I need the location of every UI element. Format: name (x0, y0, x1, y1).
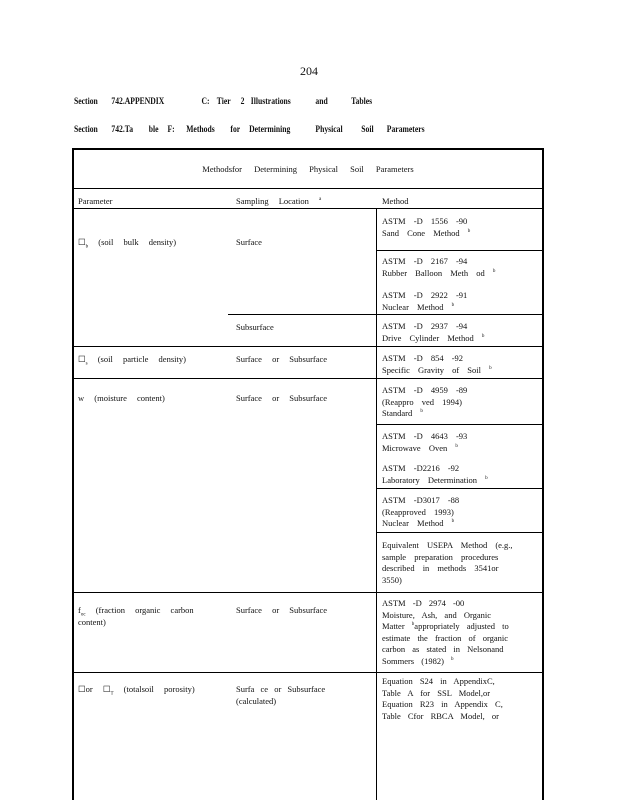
h2-word: ble (148, 124, 159, 134)
h1-word: Section (74, 96, 98, 106)
h2-word: 742.Ta (111, 124, 134, 134)
col-header-method: Method (382, 196, 409, 206)
row-divider (72, 592, 544, 593)
param-foc-line2: content) (78, 617, 106, 627)
row-divider (72, 188, 544, 189)
page-number: 204 (300, 64, 318, 78)
h1-word: 2 (240, 96, 245, 106)
h1-word: 742.APPENDIX (111, 96, 165, 106)
h2-word: Methods (186, 124, 215, 134)
section-heading-1 (74, 96, 380, 108)
table-title: Methodsfor Determining Physical Soil Parameters (202, 164, 414, 174)
row-divider (376, 488, 544, 489)
h2-word: for (230, 124, 241, 134)
row-divider (376, 532, 544, 533)
method-entry: ASTM -D 4643 -93 Microwave Oven $^b$ (382, 431, 468, 453)
section-heading-2 (74, 124, 431, 136)
location-surface-or-subsurface: Surfa ce or Subsurface (236, 684, 326, 694)
param-bulk-density: $☐_b$ (soil bulk density) (78, 237, 177, 250)
location-calculated: (calculated) (236, 696, 277, 706)
h2-word: Physical (315, 124, 343, 134)
h1-word: Illustrations (250, 96, 291, 106)
h2-word: Section (74, 124, 98, 134)
h1-word: Tables (351, 96, 373, 106)
method-entry: Equivalent USEPA Method (e.g., sample preparation procedures described in methods 3541or 3550) (382, 540, 513, 585)
row-divider (376, 424, 544, 425)
location-subsurface: Subsurface (236, 322, 274, 332)
param-total-porosity: ☐or $☐_T$ (totalsoil porosity) (78, 684, 195, 697)
row-divider (228, 314, 544, 315)
h1-word: C: (201, 96, 210, 106)
method-entry: Equation S24 in AppendixC, Table A for SSL Model,or Equation R23 in Appendix C, Table Cfor RBCA Model, or (382, 676, 503, 721)
param-particle-density: $☐_s$ (soil particle density) (78, 354, 186, 367)
row-divider (72, 346, 544, 347)
location-surface-or-subsurface: Surface or Subsurface (236, 605, 328, 615)
location-surface: Surface (236, 237, 262, 247)
col-header-sampling: Sampling Location $^a$ (236, 196, 322, 206)
location-surface-or-subsurface: Surface or Subsurface (236, 354, 328, 364)
method-entry: ASTM -D 1556 -90 Sand Cone Method $^b$ (382, 216, 471, 238)
method-entry: ASTM -D 4959 -89 (Reappro ved 1994) Standard $^b$ (382, 385, 468, 418)
h1-word: Tier (216, 96, 231, 106)
h2-word: Soil (361, 124, 374, 134)
method-entry: ASTM -D 2922 -91 Nuclear Method $^b$ (382, 290, 468, 312)
h2-word: F: (167, 124, 175, 134)
method-entry: ASTM -D 2974 -00 Moisture, Ash, and Organic Matter $^b$appropriately adjusted to estimate the fraction of organic carbon as stated in Nelsonand Sommers (1982) $^b$ (382, 598, 509, 666)
h1-word: and (315, 96, 328, 106)
method-entry: ASTM -D2216 -92 Laboratory Determination $^b$ (382, 463, 488, 485)
method-entry: ASTM -D 854 -92 Specific Gravity of Soil $^b$ (382, 353, 492, 375)
method-entry: ASTM -D 2167 -94 Rubber Balloon Meth od $^b$ (382, 256, 496, 278)
row-divider (72, 208, 544, 209)
row-divider (72, 672, 544, 673)
location-surface-or-subsurface: Surface or Subsurface (236, 393, 328, 403)
method-entry: ASTM -D3017 -88 (Reapproved 1993) Nuclear Method $^b$ (382, 495, 460, 528)
column-divider (376, 208, 377, 800)
row-divider (72, 378, 544, 379)
row-divider (376, 250, 544, 251)
h2-word: Determining (249, 124, 291, 134)
col-header-parameter: Parameter (78, 196, 113, 206)
param-foc: $f_{oc}$ (fraction organic carbon (78, 605, 194, 618)
param-moisture-content: w (moisture content) (78, 393, 165, 403)
h2-word: Parameters (386, 124, 425, 134)
method-entry: ASTM -D 2937 -94 Drive Cylinder Method $^b$ (382, 321, 485, 343)
